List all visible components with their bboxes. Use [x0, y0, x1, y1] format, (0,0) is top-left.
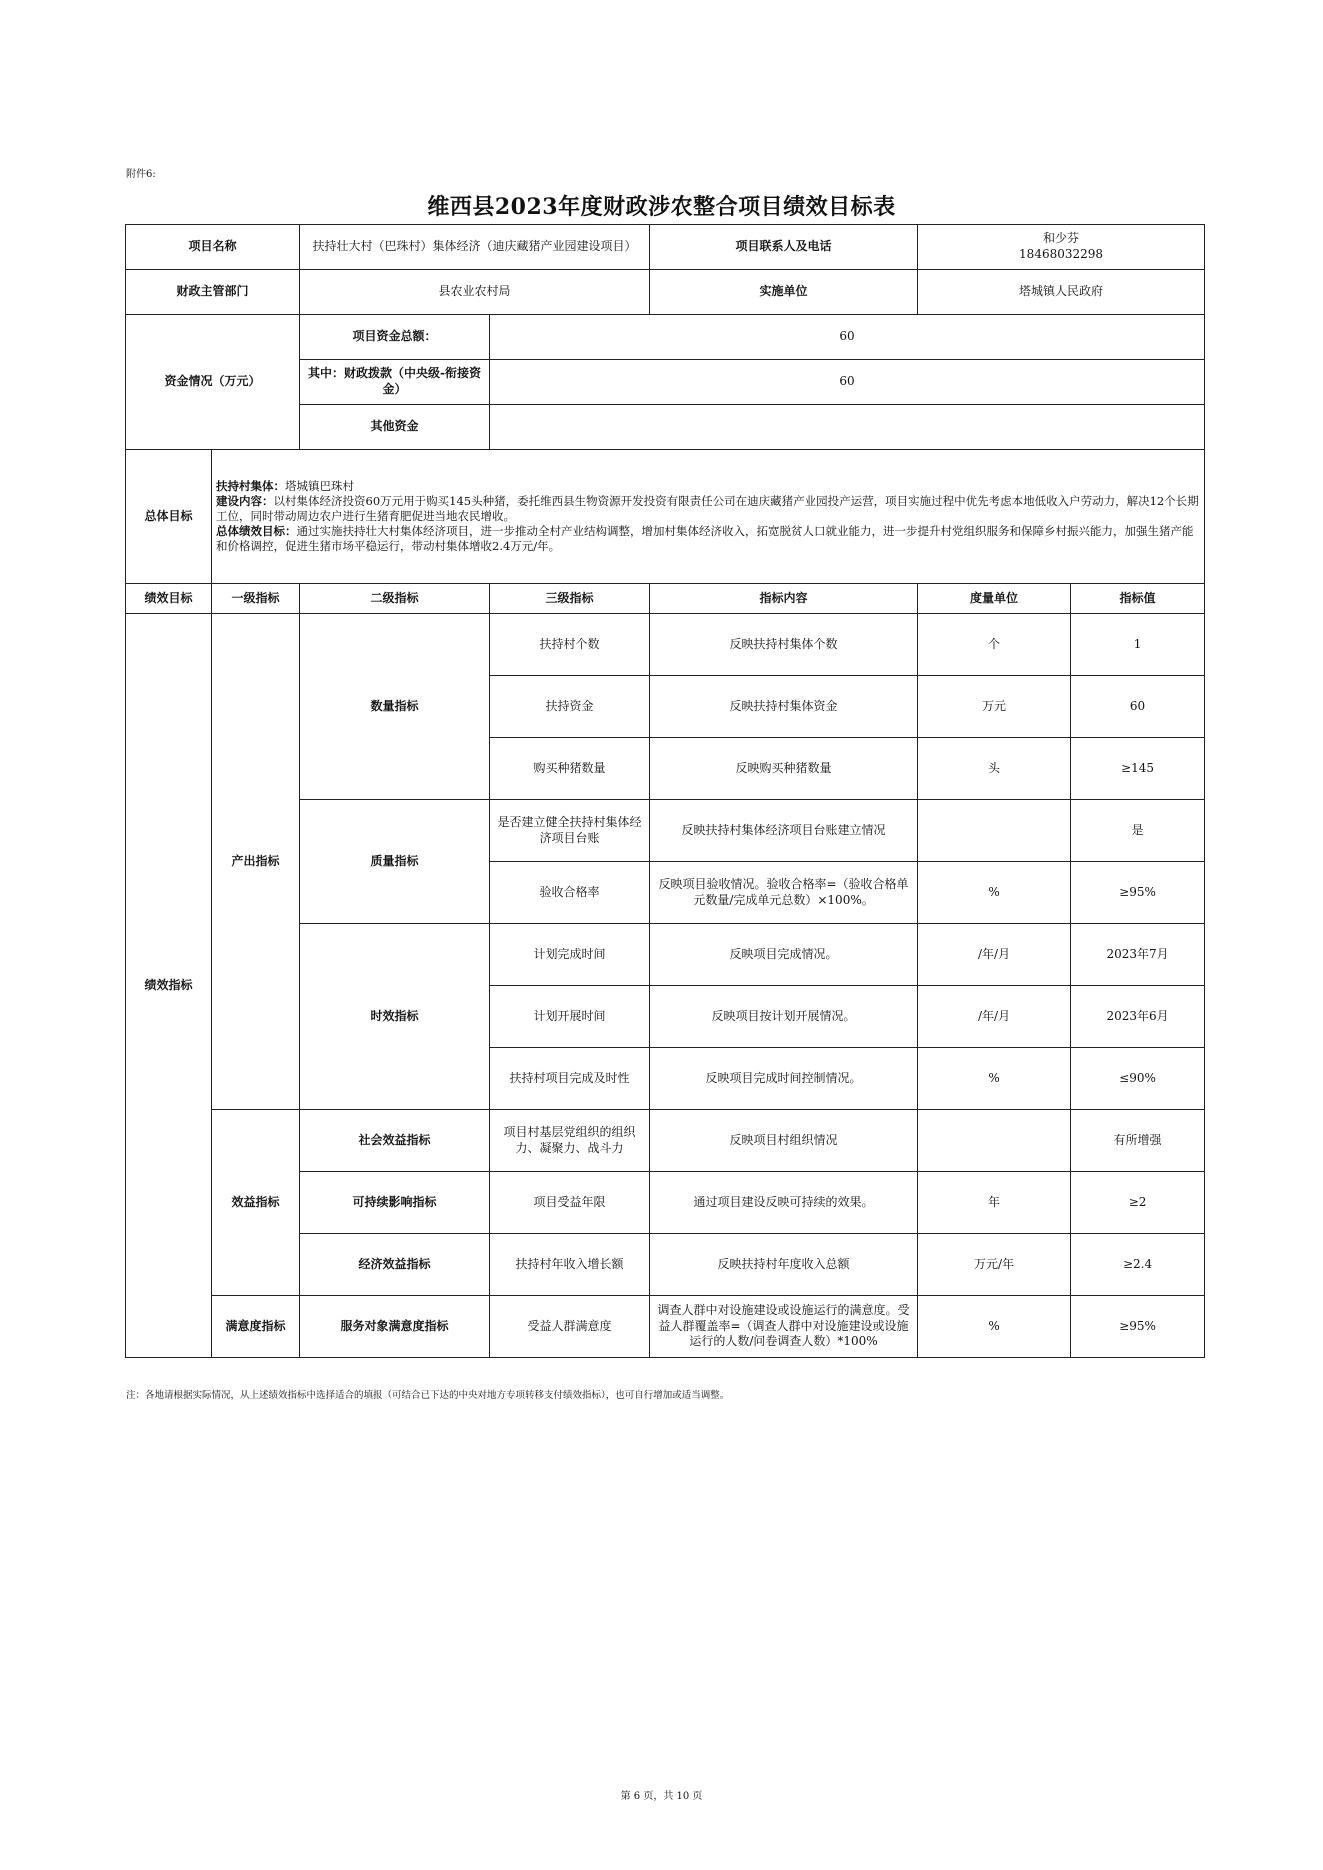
funds-other-value [490, 405, 1205, 450]
content-cell: 反映项目完成时间控制情况。 [650, 1048, 918, 1110]
document-title: 维西县2023年度财政涉农整合项目绩效目标表 [427, 194, 896, 220]
table-row [126, 1110, 1205, 1172]
contact-name: 和少芬 [1043, 231, 1080, 246]
col-header: 度量单位 [918, 584, 1071, 614]
project-name-row [126, 225, 1205, 270]
value-cell: 有所增强 [1071, 1110, 1205, 1172]
overall-goal-label: 总体目标 [126, 450, 212, 584]
unit-cell: 头 [918, 738, 1071, 800]
level2-quality: 质量指标 [300, 800, 490, 924]
content-cell: 反映扶持村年度收入总额 [650, 1234, 918, 1296]
col-header: 一级指标 [212, 584, 300, 614]
funds-total-row [126, 315, 1205, 360]
value-cell: 是 [1071, 800, 1205, 862]
unit-cell [918, 800, 1071, 862]
unit-cell: % [918, 862, 1071, 924]
funds-label: 资金情况（万元） [126, 315, 300, 450]
perf-indicator-label: 绩效指标 [126, 614, 212, 1358]
unit-cell: 万元 [918, 676, 1071, 738]
value-cell: ≥2.4 [1071, 1234, 1205, 1296]
level3-cell: 扶持村项目完成及时性 [490, 1048, 650, 1110]
content-cell: 反映扶持村集体经济项目台账建立情况 [650, 800, 918, 862]
level1-output: 产出指标 [212, 614, 300, 1110]
level3-cell: 是否建立健全扶持村集体经济项目台账 [490, 800, 650, 862]
col-header: 二级指标 [300, 584, 490, 614]
unit-cell: 万元/年 [918, 1234, 1071, 1296]
department-row [126, 270, 1205, 315]
footnote: 注：各地请根据实际情况，从上述绩效指标中选择适合的填报（可结合已下达的中央对地方专项转移支付绩效指标），也可自行增加或适当调整。 [126, 1390, 730, 1401]
level1-benefit: 效益指标 [212, 1110, 300, 1296]
content-cell: 反映项目验收情况。验收合格率=（验收合格单元数量/完成单元总数）×100%。 [650, 862, 918, 924]
dept-value: 县农业农村局 [300, 270, 650, 315]
level2-social: 社会效益指标 [300, 1110, 490, 1172]
level3-cell: 购买种猪数量 [490, 738, 650, 800]
page-number: 第 6 页，共 10 页 [620, 1791, 703, 1802]
content-cell: 反映项目村组织情况 [650, 1110, 918, 1172]
value-cell: ≥145 [1071, 738, 1205, 800]
impl-value: 塔城镇人民政府 [918, 270, 1205, 315]
overall-goal-content [212, 450, 1205, 584]
content-cell: 反映扶持村集体个数 [650, 614, 918, 676]
value-cell: ≤90% [1071, 1048, 1205, 1110]
funds-fiscal-label: 其中：财政拨款（中央级-衔接资金） [300, 360, 490, 405]
value-cell: ≥2 [1071, 1172, 1205, 1234]
level3-cell: 扶持村个数 [490, 614, 650, 676]
goal-line-village: 扶持村集体：塔城镇巴珠村 [216, 478, 354, 493]
funds-total-label: 项目资金总额： [300, 315, 490, 360]
overall-goal-row [126, 450, 1205, 584]
unit-cell: /年/月 [918, 924, 1071, 986]
attachment-label: 附件6: [126, 169, 156, 180]
level2-service: 服务对象满意度指标 [300, 1296, 490, 1358]
content-cell: 通过项目建设反映可持续的效果。 [650, 1172, 918, 1234]
funds-fiscal-value: 60 [490, 360, 1205, 405]
content-cell: 反映项目按计划开展情况。 [650, 986, 918, 1048]
unit-cell: % [918, 1048, 1071, 1110]
level3-cell: 受益人群满意度 [490, 1296, 650, 1358]
level3-cell: 扶持资金 [490, 676, 650, 738]
value-cell: ≥95% [1071, 1296, 1205, 1358]
unit-cell: % [918, 1296, 1071, 1358]
content-cell: 反映购买种猪数量 [650, 738, 918, 800]
level3-cell: 项目受益年限 [490, 1172, 650, 1234]
funds-other-label: 其他资金 [300, 405, 490, 450]
content-cell: 反映项目完成情况。 [650, 924, 918, 986]
goal-line-construction: 建设内容：以村集体经济投资60万元用于购买145头种猪，委托维西县生物资源开发投资有限责任公司在迪庆藏猪产业园投产运营，项目实施过程中优先考虑本地低收入户劳动力，解决12个长期工位，同时带动周边农户进行生猪育肥促进当地农民增收。 [216, 493, 1199, 523]
level2-timeliness: 时效指标 [300, 924, 490, 1110]
project-name-label: 项目名称 [126, 225, 300, 270]
funds-total-value: 60 [490, 315, 1205, 360]
unit-cell: 个 [918, 614, 1071, 676]
column-header-row [126, 584, 1205, 614]
col-header: 绩效目标 [126, 584, 212, 614]
value-cell: 2023年7月 [1071, 924, 1205, 986]
level3-cell: 验收合格率 [490, 862, 650, 924]
level3-cell: 计划完成时间 [490, 924, 650, 986]
value-cell: 2023年6月 [1071, 986, 1205, 1048]
level2-economic: 经济效益指标 [300, 1234, 490, 1296]
col-header: 指标内容 [650, 584, 918, 614]
performance-table [125, 224, 1205, 1358]
project-name-value: 扶持壮大村（巴珠村）集体经济（迪庆藏猪产业园建设项目） [300, 225, 650, 270]
level3-cell: 计划开展时间 [490, 986, 650, 1048]
level2-sustain: 可持续影响指标 [300, 1172, 490, 1234]
value-cell: 1 [1071, 614, 1205, 676]
col-header: 指标值 [1071, 584, 1205, 614]
goal-line-performance: 总体绩效目标：通过实施扶持壮大村集体经济项目，进一步推动全村产业结构调整，增加村集体经济收入，拓宽脱贫人口就业能力，进一步提升村党组织服务和保障乡村振兴能力，加强生猪产能和价格调控，促进生猪市场平稳运行，带动村集体增收2.4万元/年。 [216, 524, 1194, 554]
dept-label: 财政主管部门 [126, 270, 300, 315]
value-cell: ≥95% [1071, 862, 1205, 924]
content-cell: 反映扶持村集体资金 [650, 676, 918, 738]
contact-label: 项目联系人及电话 [650, 225, 918, 270]
col-header: 三级指标 [490, 584, 650, 614]
contact-cell [918, 225, 1205, 270]
level1-satisfaction: 满意度指标 [212, 1296, 300, 1358]
unit-cell: 年 [918, 1172, 1071, 1234]
unit-cell [918, 1110, 1071, 1172]
unit-cell: /年/月 [918, 986, 1071, 1048]
table-row [126, 614, 1205, 676]
content-cell: 调查人群中对设施建设或设施运行的满意度。受益人群覆盖率=（调查人群中对设施建设或设施运行的人数/问卷调查人数）*100% [650, 1296, 918, 1358]
level3-cell: 项目村基层党组织的组织力、凝聚力、战斗力 [490, 1110, 650, 1172]
table-row [126, 1296, 1205, 1358]
value-cell: 60 [1071, 676, 1205, 738]
level3-cell: 扶持村年收入增长额 [490, 1234, 650, 1296]
level2-quantity: 数量指标 [300, 614, 490, 800]
impl-label: 实施单位 [650, 270, 918, 315]
contact-phone: 18468032298 [1019, 247, 1104, 261]
